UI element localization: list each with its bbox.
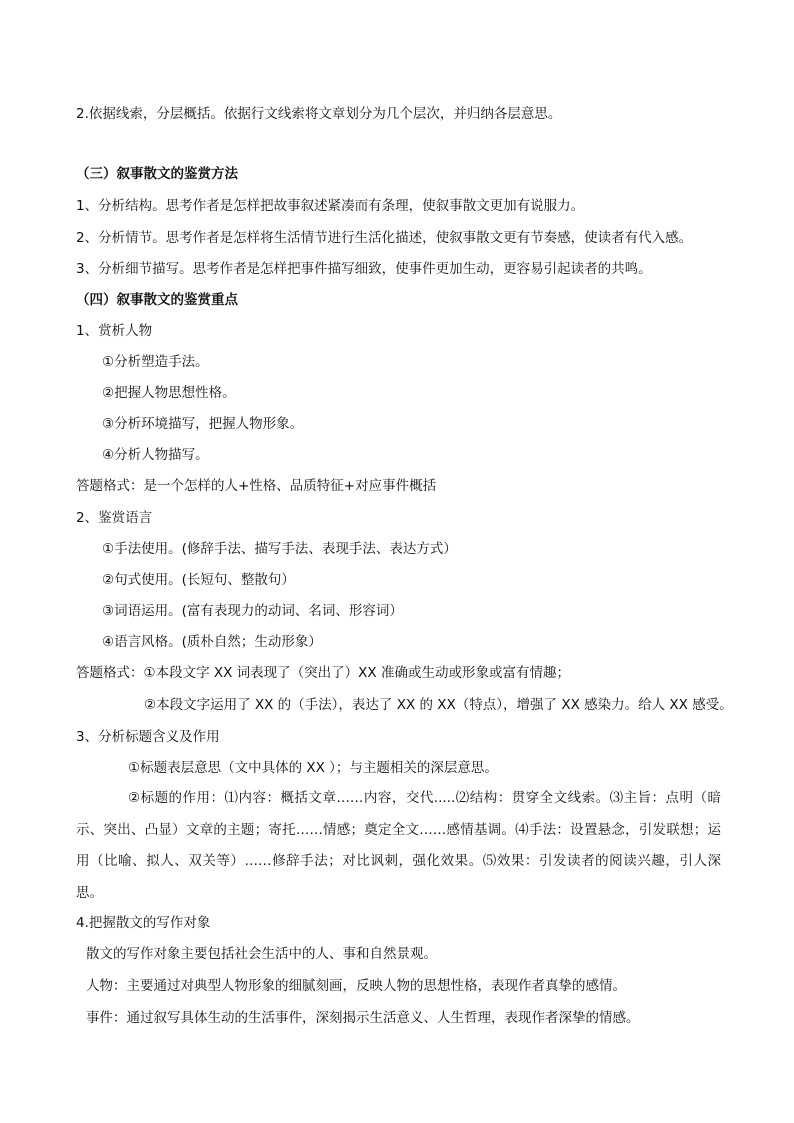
section-4-item-1-sub-4: ④分析人物描写。 bbox=[102, 447, 209, 463]
section-4-item-3-sub-2: ②标题的作用：⑴内容：概括文章……内容，交代.....⑵结构：贯穿全文线索。⑶主旨：点明（暗示、突出、凸显）文章的主题；寄托……情感；奠定全文……感情基调。⑷手法：设置悬念，引发联想；运用（比喻、拟人、双关等）……修辞手法；对比讽刺，强化效果。⑸效果：引发读者的阅读兴趣，引人深思。 bbox=[76, 790, 721, 901]
section-4-item-2-answer-format-1: 答题格式：①本段文字 XX 词表现了（突出了）XX 准确或生动或形象或富有情趣； bbox=[76, 665, 570, 681]
section-3-item-1: 1、分析结构。思考作者是怎样把故事叙述紧凑而有条理，使叙事散文更加有说服力。 bbox=[76, 198, 585, 214]
section-4-item-4: 4.把握散文的写作对象 bbox=[76, 915, 211, 931]
section-4-item-2-sub-1: ①手法使用。(修辞手法、描写手法、表现手法、表达方式） bbox=[102, 541, 457, 557]
section-4-item-2-sub-3: ③词语运用。(富有表现力的动词、名词、形容词） bbox=[102, 603, 403, 619]
section-4-item-4-line-2: 人物：主要通过对典型人物形象的细腻刻画，反映人物的思想性格，表现作者真挚的感情。 bbox=[86, 978, 626, 994]
section-4-item-4-line-1: 散文的写作对象主要包括社会生活中的人、事和自然景观。 bbox=[86, 946, 437, 962]
section-4-item-1-sub-1: ①分析塑造手法。 bbox=[102, 354, 209, 370]
section-4-item-2-answer-format-2: ②本段文字运用了 XX 的（手法），表达了 XX 的 XX（特点），增强了 XX 感染力。给人 XX 感受。 bbox=[144, 697, 733, 713]
section-4-item-3-sub-1: ①标题表层意思（文中具体的 XX ）；与主题相关的深层意思。 bbox=[128, 760, 498, 776]
section-4-item-1: 1、赏析人物 bbox=[76, 323, 153, 339]
clue-paragraph: 2.依据线索，分层概括。依据行文线索将文章划分为几个层次，并归纳各层意思。 bbox=[76, 106, 562, 122]
section-4-item-2: 2、鉴赏语言 bbox=[76, 510, 153, 526]
section-3-item-3: 3、分析细节描写。思考作者是怎样把事件描写细致，使事件更加生动，更容易引起读者的共鸣。 bbox=[76, 261, 652, 277]
section-3-item-2: 2、分析情节。思考作者是怎样将生活情节进行生活化描述，使叙事散文更有节奏感，使读者有代入感。 bbox=[76, 230, 693, 246]
section-4-item-1-sub-3: ③分析环境描写，把握人物形象。 bbox=[102, 416, 304, 432]
section-4-item-1-answer-format: 答题格式：是一个怎样的人+性格、品质特征+对应事件概括 bbox=[76, 478, 437, 494]
section-4-item-4-line-3: 事件：通过叙写具体生动的生活事件，深刻揭示生活意义、人生哲理，表现作者深挚的情感。 bbox=[86, 1010, 640, 1026]
section-4-item-2-sub-4: ④语言风格。(质朴自然；生动形象） bbox=[102, 634, 322, 650]
section-3-heading: （三）叙事散文的鉴赏方法 bbox=[76, 166, 238, 182]
section-4-item-1-sub-2: ②把握人物思想性格。 bbox=[102, 385, 236, 401]
section-4-heading: （四）叙事散文的鉴赏重点 bbox=[76, 292, 238, 308]
section-4-item-3: 3、分析标题含义及作用 bbox=[76, 729, 220, 745]
section-4-item-2-sub-2: ②句式使用。(长短句、整散句） bbox=[102, 572, 295, 588]
